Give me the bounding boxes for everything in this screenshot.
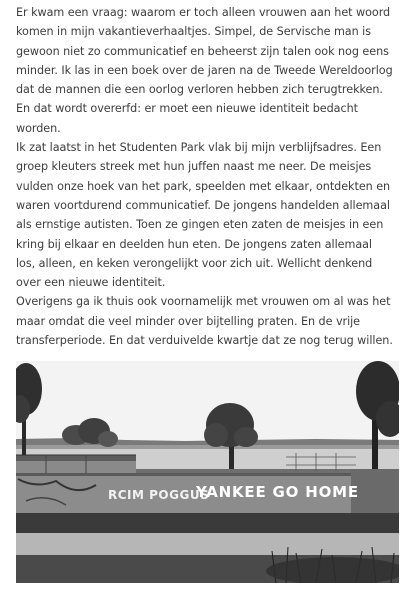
- paragraph-2: Ik zat laatst in het Studenten Park vlak bij mijn verblijfsadres. Een groep kleuters streek met hun juffen naast me neer. De meisjes vulden onze hoek van het park, speelden met elkaar, ontdekten en waren voortdurend communicatief. De jongens handelden allemaal als ernstige autisten. Toen ze gingen eten zaten de meisjes in een kring bij elkaar en deelden hun eten. De jongens zaten allemaal los, alleen, en keken verongelijkt voor zich uit. Wellicht denkend over een nieuwe identiteit.: [16, 141, 391, 290]
- graffiti-wall: [16, 469, 399, 517]
- graffiti-text-right: YANKEE GO HOME: [196, 483, 359, 501]
- article: [16, 3, 394, 387]
- graffiti-text-left: RCIM POGGUS: [108, 488, 210, 502]
- paragraph-3: Overigens ga ik thuis ook voornamelijk met vrouwen om al was het maar omdat die veel minder over bijtelling praten. En de vrije transferperiode. En dat verduivelde kwartje dat ze nog terug willen.: [16, 295, 393, 348]
- article-photo: [16, 361, 399, 583]
- concrete-platform: [16, 455, 136, 475]
- paragraph-1: Er kwam een vraag: waarom er toch alleen vrouwen aan het woord komen in mijn vakantieverhaaltjes. Simpel, de Servische man is gewoon niet zo communicatief en beheerst zijn talen ook nog eens minder. Ik las in een boek over de jaren na de Tweede Wereldoorlog dat de mannen die een oorlog verloren hebben zich terugtrekken. En dat wordt overerfd: er moet een nieuwe identiteit bedacht worden.: [16, 6, 393, 135]
- graffiti-wall-photo: [16, 361, 399, 583]
